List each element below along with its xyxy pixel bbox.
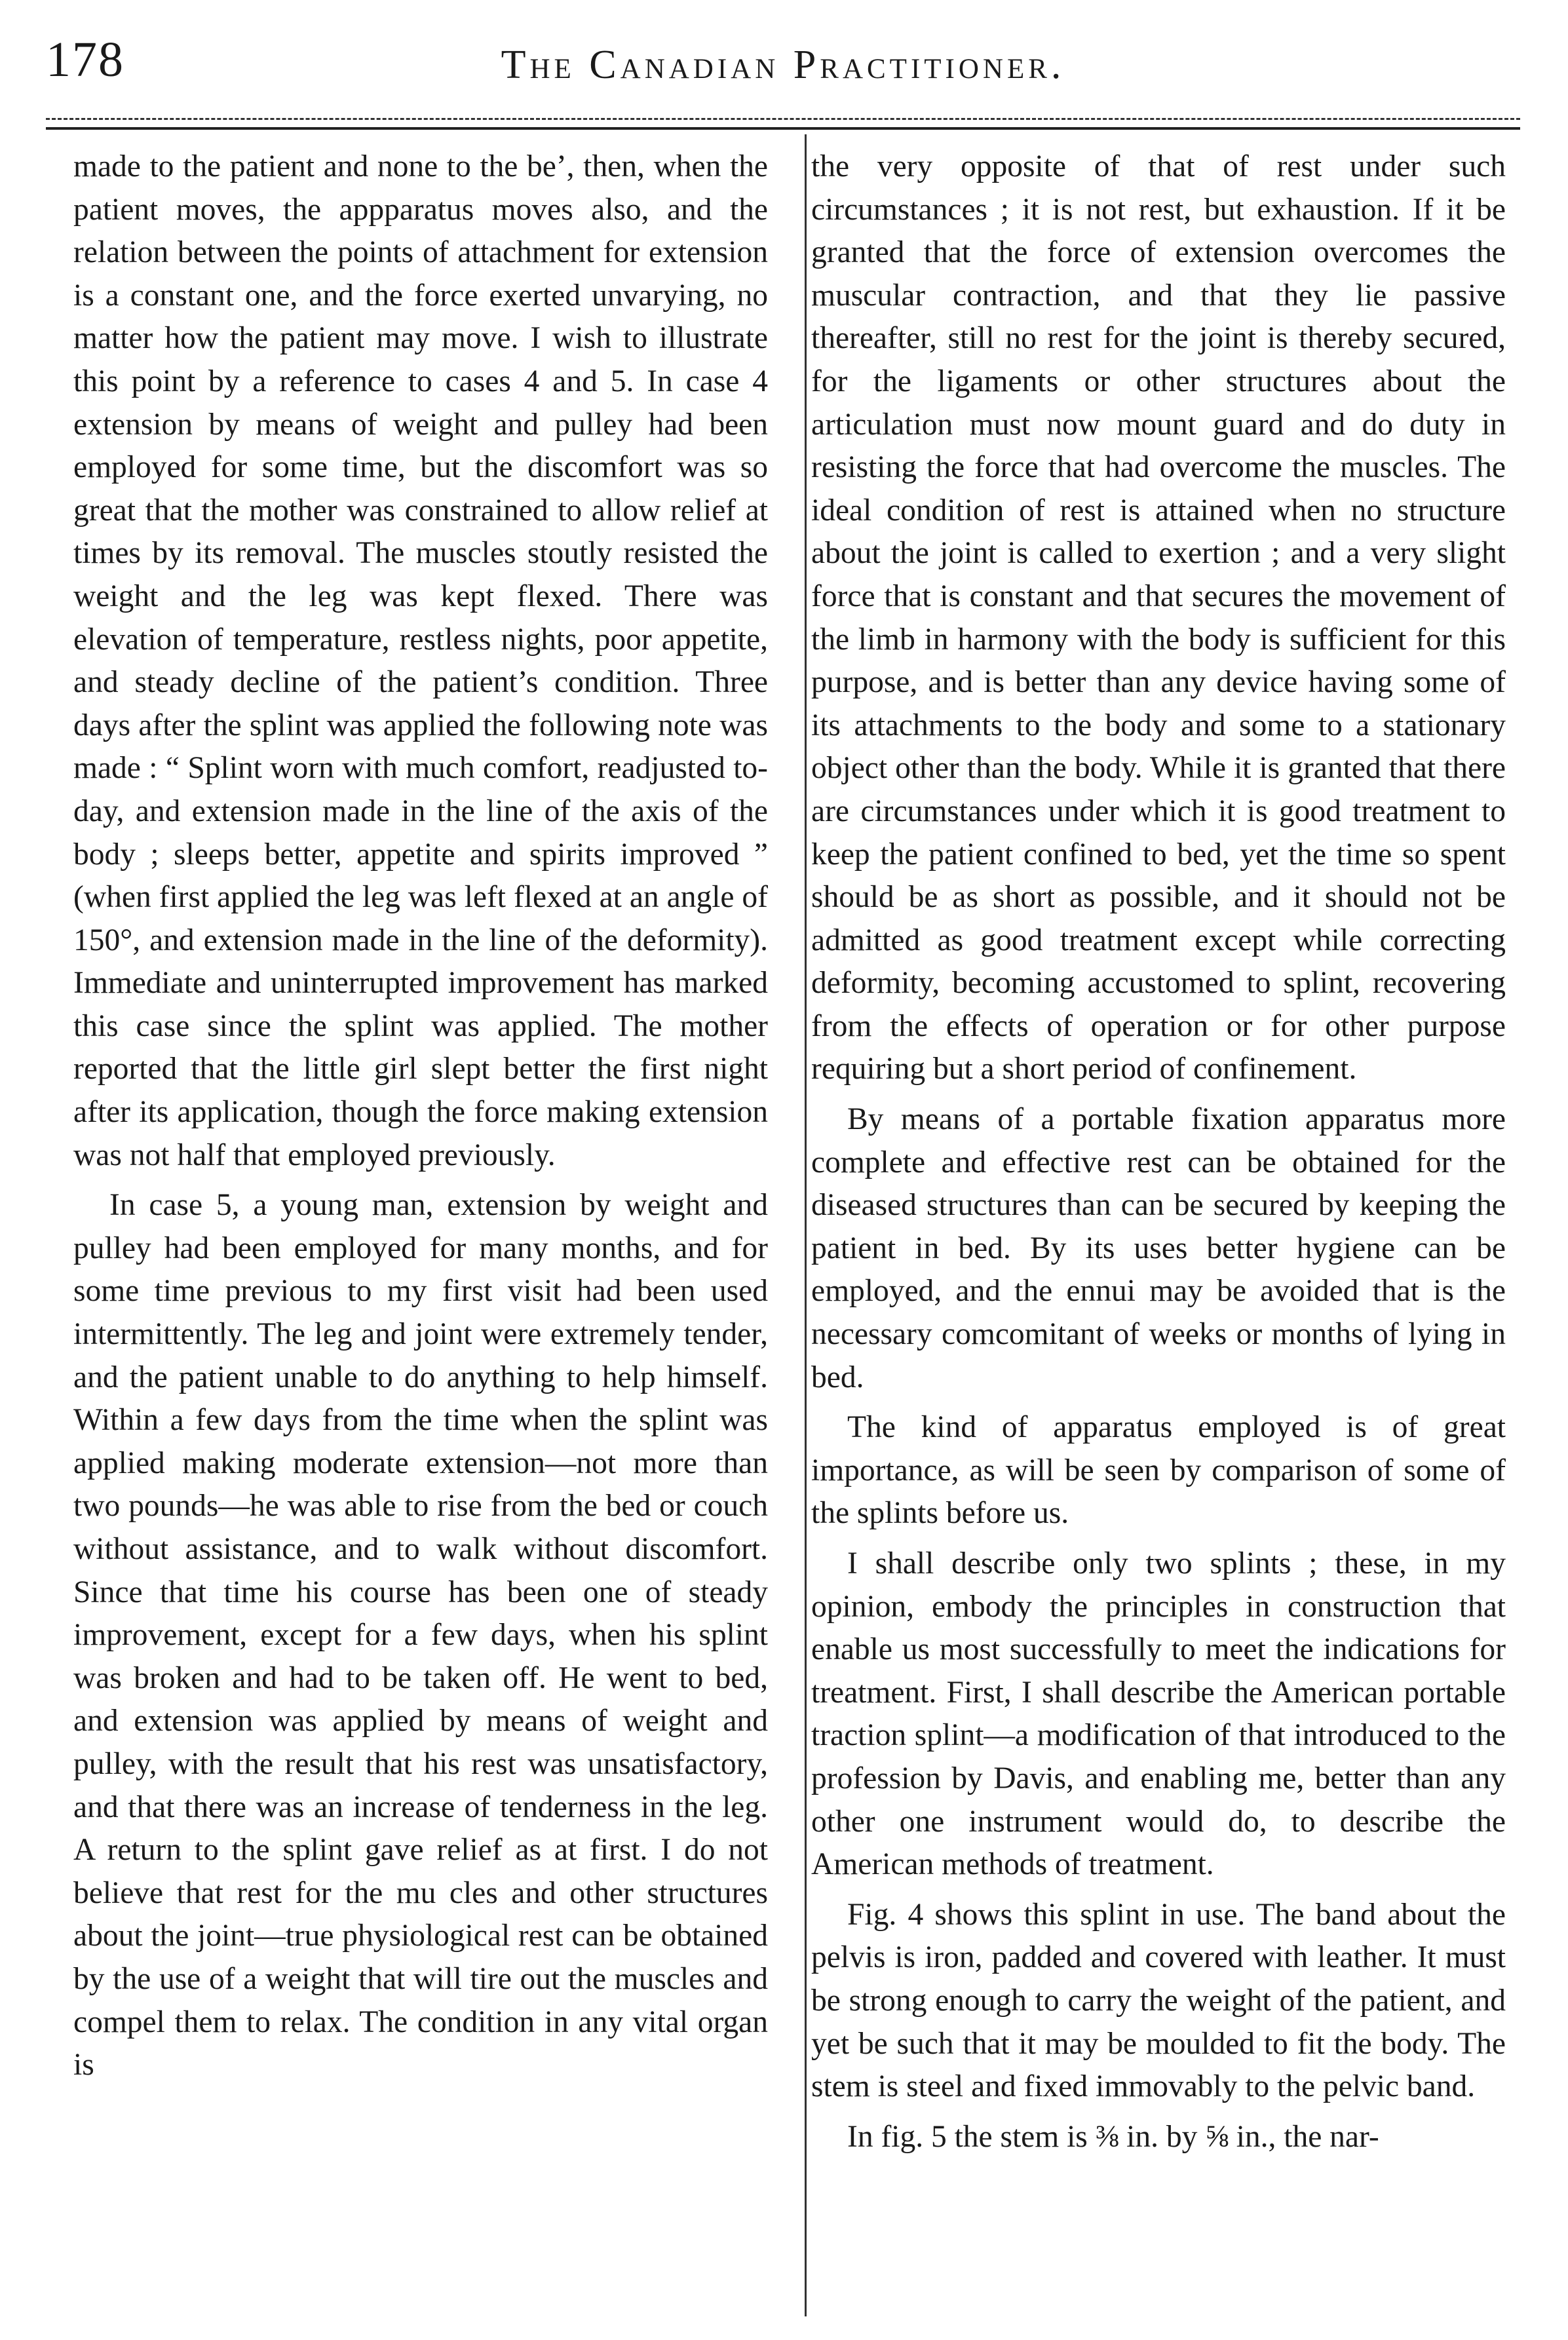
right-column [811, 145, 1506, 2158]
paragraph: the very opposite of that of rest under such circumstances ; it is not rest, but exhaustion. If it be granted that the force of extension overcomes the muscular contraction, and that they lie passive thereafter, still no rest for the joint is thereby secured, for the ligaments or other structures about the articulation must now mount guard and do duty in resisting the force that had overcome the muscles. The ideal condition of rest is attained when no structure about the joint is called to exertion ; and a very slight force that is constant and that secures the movement of the limb in harmony with the body is sufficient for this purpose, and is better than any device having some of its attachments to the body and some to a stationary object other than the body. While it is granted that there are circumstances under which it is good treatment to keep the patient confined to bed, yet the time so spent should be as short as possible, and it should not be admitted as good treatment except while correcting deformity, becoming accustomed to splint, recovering from the effects of operation or for other purpose requiring but a short period of confinement. [811, 149, 1506, 1086]
paragraph: Fig. 4 shows this splint in use. The band about the pelvis is iron, padded and covered with leather. It must be strong enough to carry the weight of the patient, and yet be such that it may be moulded to fit the body. The stem is steel and fixed immovably to the pelvic band. [811, 1897, 1506, 2104]
paragraph: I shall describe only two splints ; these, in my opinion, embody the principles in construction that enable us most successfully to meet the indications for treatment. First, I shall describe the American portable traction splint—a modification of that introduced to the profession by Davis, and enabling me, better than any other one instrument would do, to describe the American methods of treatment. [811, 1546, 1506, 1882]
paragraph: In fig. 5 the stem is ⅜ in. by ⅝ in., the nar- [847, 2119, 1379, 2154]
page-number: 178 [46, 32, 124, 87]
paragraph: made to the patient and none to the be’, then, when the patient moves, the appparatus moves also, and the relation between the points of attachment for extension is a constant one, and the force exerted unvarying, no matter how the patient may move. I wish to illustrate this point by a reference to cases 4 and 5. In case 4 extension by means of weight and pulley had been employed for some time, but the discomfort was so great that the mother was constrained to allow relief at times by its removal. The muscles stoutly resisted the weight and the leg was kept flexed. There was elevation of temperature, restless nights, poor appetite, and steady decline of the patient’s condition. Three days after the splint was applied the following note was made : “ Splint worn with much comfort, readjusted to-day, and extension made in the line of the axis of the body ; sleeps better, appetite and spirits improved ” (when first applied the leg was left flexed at an angle of 150°, and extension made in the line of the deformity). Immediate and uninterrupted improvement has marked this case since the splint was applied. The mother reported that the little girl slept better the first night after its application, though the force making extension was not half that employed previously. [73, 149, 768, 1172]
left-column [73, 145, 768, 2087]
paragraph: By means of a portable fixation apparatus more complete and effective rest can be obtained for the diseased structures than can be secured by keeping the patient in bed. By its uses better hygiene can be employed, and the ennui may be avoided that is the necessary comcomitant of weeks or months of lying in bed. [811, 1102, 1506, 1394]
header-rule [46, 127, 1520, 130]
header-rule-dashed [46, 118, 1520, 120]
page-header [46, 18, 1520, 104]
paragraph: The kind of apparatus employed is of great importance, as will be seen by comparison of some of the splints before us. [811, 1410, 1506, 1531]
column-divider [805, 134, 807, 2316]
running-head: The Canadian Practitioner. [501, 43, 1065, 87]
paragraph: In case 5, a young man, extension by weight and pulley had been employed for many months, and for some time previous to my first visit had been used intermittently. The leg and joint were extremely tender, and the patient unable to do anything to help himself. Within a few days from the time when the splint was applied making moderate extension—not more than two pounds—he was able to rise from the bed or couch without assistance, and to walk without discomfort. Since that time his course has been one of steady improvement, except for a few days, when his splint was broken and had to be taken off. He went to bed, and extension was applied by means of weight and pulley, with the result that his rest was unsatisfactory, and that there was an increase of tenderness in the leg. A return to the splint gave relief as at first. I do not believe that rest for the mu cles and other structures about the joint—true physiological rest can be obtained by the use of a weight that will tire out the muscles and compel them to relax. The condition in any vital organ is [73, 1188, 768, 2082]
